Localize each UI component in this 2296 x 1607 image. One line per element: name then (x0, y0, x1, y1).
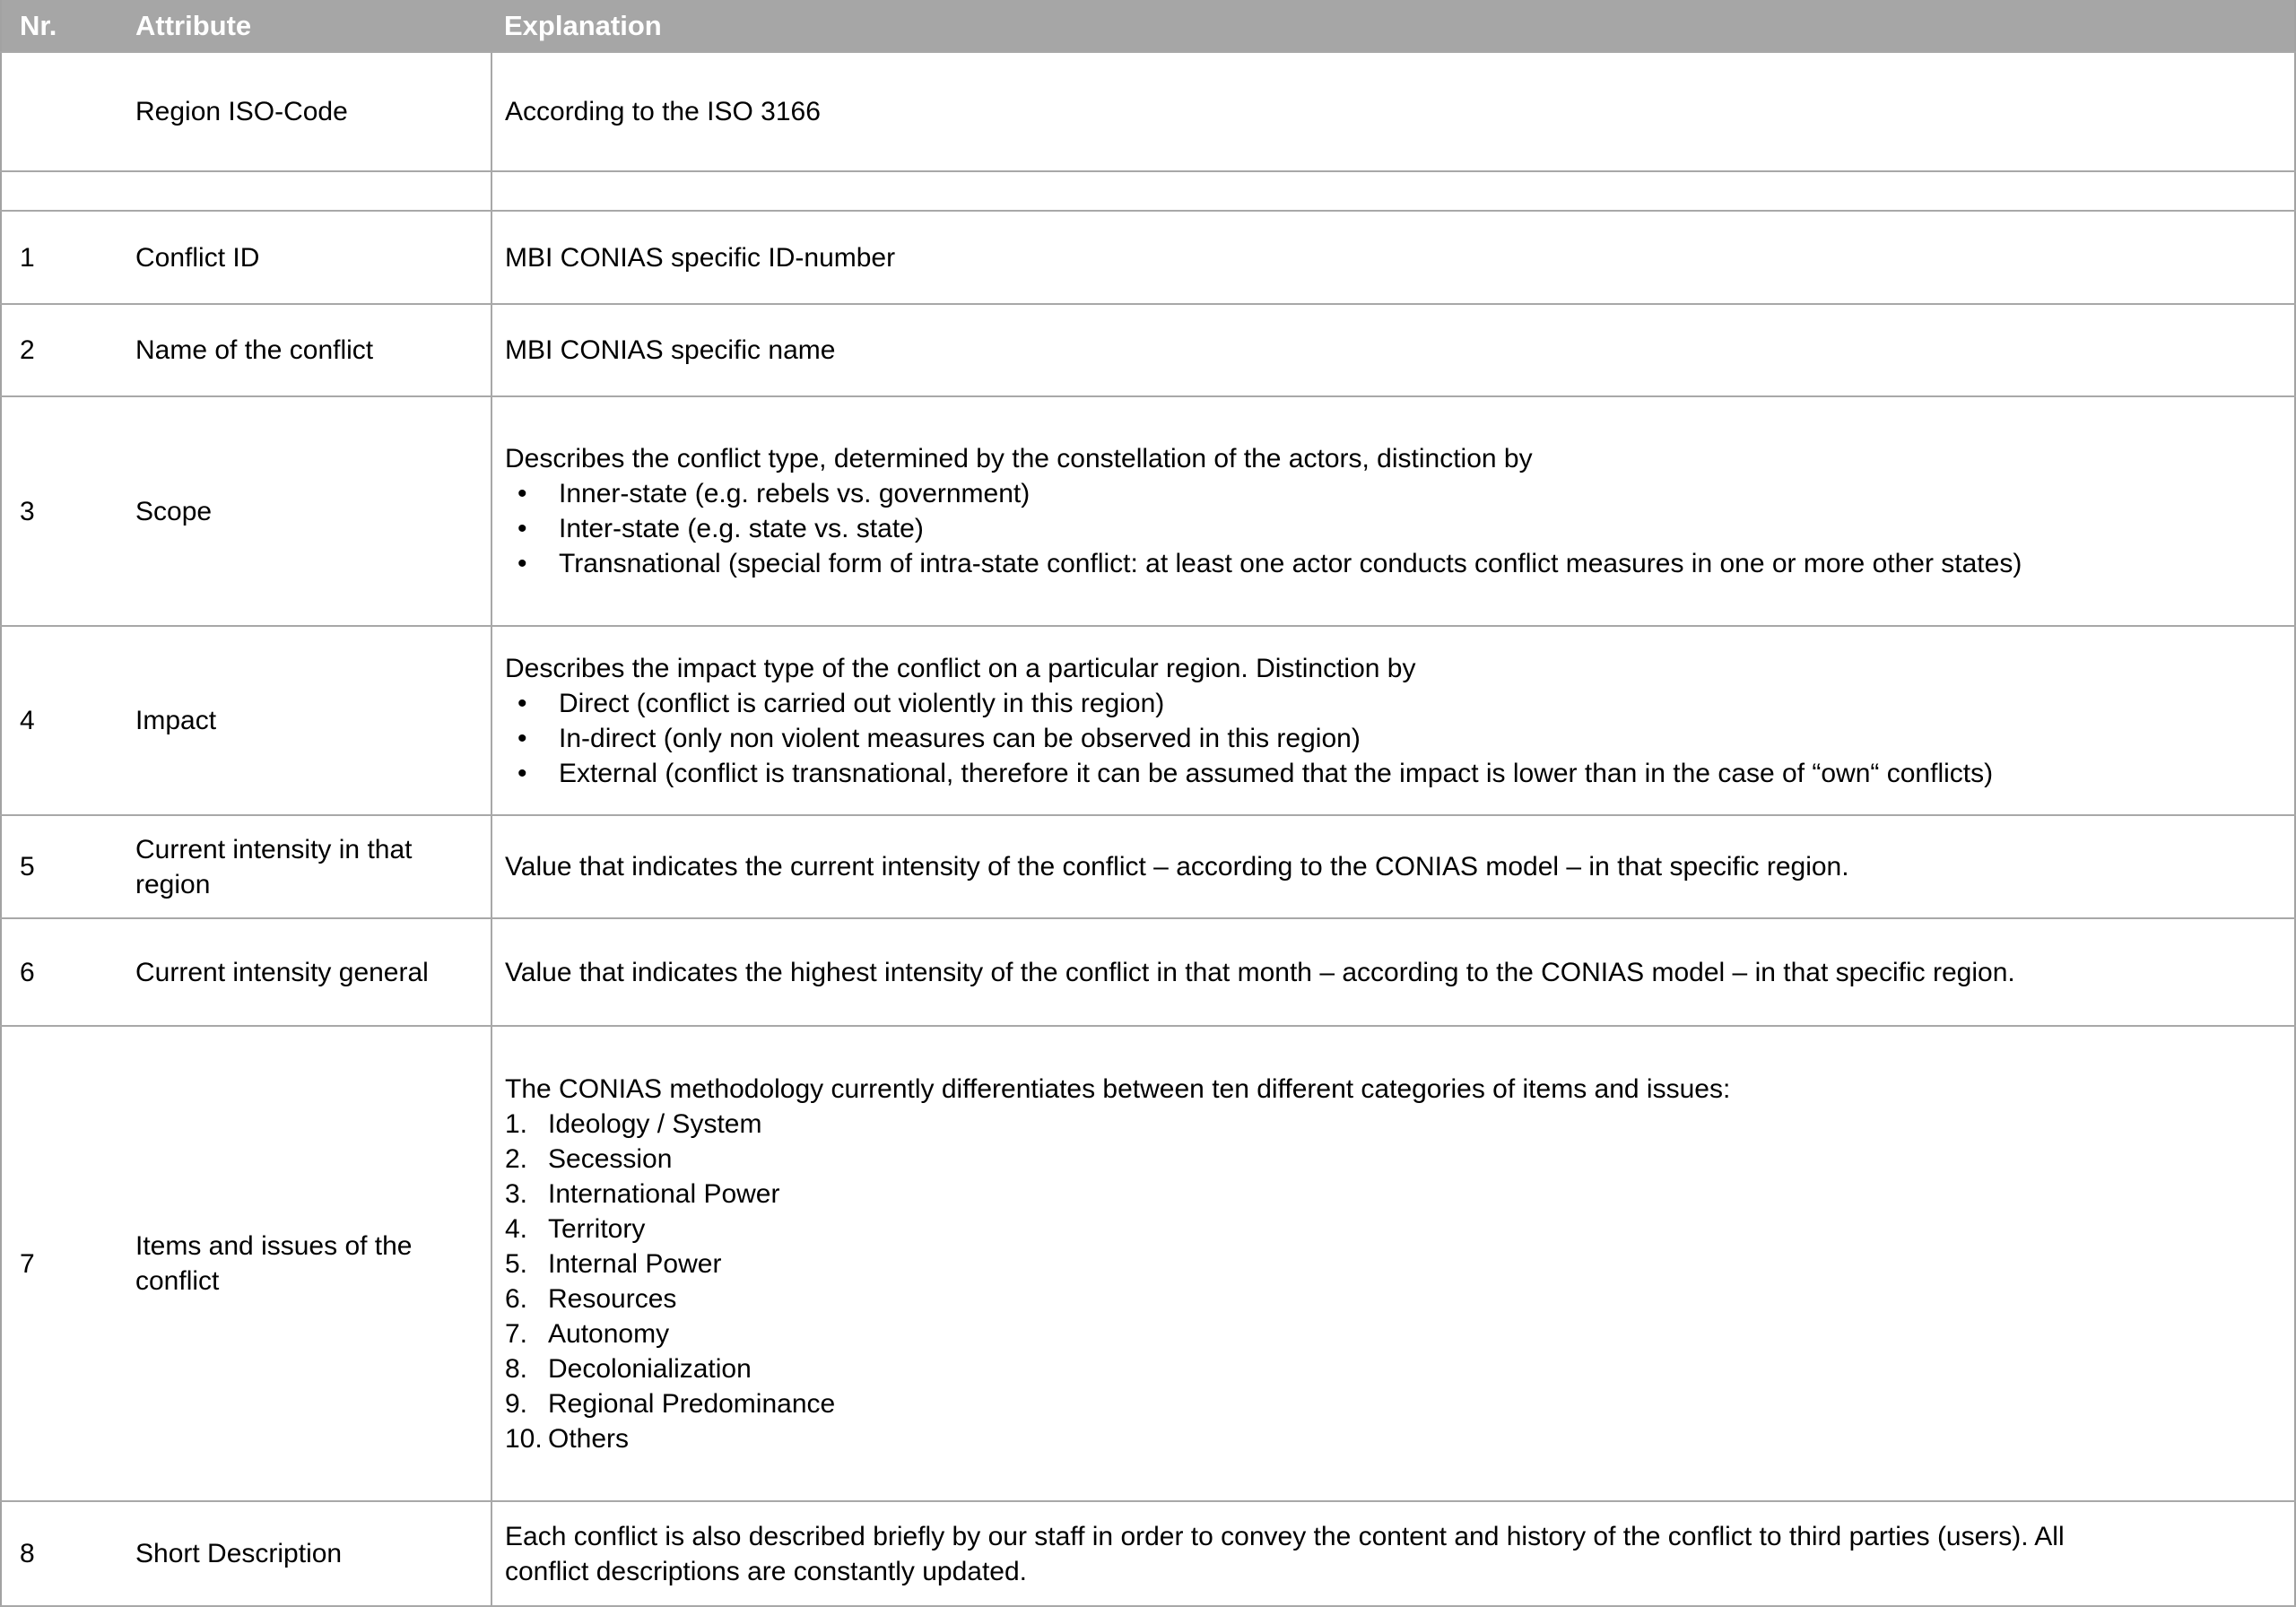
column-header-explanation: Explanation (491, 0, 2295, 52)
attribute-label: Short Description (135, 1539, 343, 1568)
list-item-text: Secession (548, 1143, 673, 1174)
explanation-text: Describes the conflict type, determined by the constellation of the actors, distinction by (505, 444, 1533, 473)
list-number: 2. (505, 1143, 528, 1174)
list-number: 10. (505, 1423, 543, 1454)
list-item (517, 756, 2276, 791)
explanation-text: Value that indicates the highest intensity of the conflict in that month – according to the CONIAS model – in that specific region. (505, 957, 2015, 987)
attribute-label: Impact (135, 706, 217, 735)
attribute-label: Current intensity general (135, 957, 429, 987)
table-row (1, 815, 2295, 918)
bullet-marker: • (517, 723, 527, 753)
list-item (505, 1316, 2276, 1351)
cell-explanation (491, 52, 2295, 171)
bullet-marker: • (517, 479, 527, 508)
cell-attribute (116, 1501, 491, 1606)
list-item (517, 721, 2276, 756)
cell-attribute (116, 815, 491, 918)
spacer-row (1, 171, 2295, 211)
cell-nr: 8 (1, 1501, 116, 1606)
bullet-marker: • (517, 688, 527, 718)
explanation-text: Each conflict is also described briefly by our staff in order to convey the content and history of the conflict to third parties (users). All conflict descriptions are constantly updated. (505, 1521, 2065, 1586)
list-item (505, 1177, 2276, 1212)
cell-explanation (491, 304, 2295, 396)
list-number: 6. (505, 1283, 528, 1314)
attribute-label: Region ISO-Code (135, 97, 348, 126)
list-item-text: External (conflict is transnational, therefore it can be assumed that the impact is lower than in the case of “own“ conflicts) (559, 758, 1994, 788)
table-row (1, 626, 2295, 815)
list-item-text: Direct (conflict is carried out violently in this region) (559, 688, 1165, 718)
cell-explanation (491, 1501, 2295, 1606)
attribute-label: Conflict ID (135, 242, 260, 273)
list-number: 4. (505, 1213, 528, 1244)
cell-attribute (116, 171, 491, 211)
list-item (505, 1281, 2276, 1316)
list-item (517, 476, 2276, 511)
list-item-text: Internal Power (548, 1248, 722, 1279)
explanation-text: Describes the impact type of the conflict on a particular region. Distinction by (505, 653, 1416, 683)
bullet-list (505, 476, 2276, 581)
list-item-text: Others (548, 1423, 630, 1454)
cell-explanation (491, 171, 2295, 211)
list-item-text: Autonomy (548, 1318, 670, 1349)
list-item (517, 686, 2276, 721)
table-row (1, 211, 2295, 304)
table-row (1, 918, 2295, 1026)
table-header-row (1, 0, 2295, 52)
list-number: 5. (505, 1248, 528, 1279)
cell-nr: 1 (1, 211, 116, 304)
list-item-text: International Power (548, 1178, 780, 1209)
cell-nr (1, 171, 116, 211)
cell-nr: 4 (1, 626, 116, 815)
attribute-label: Name of the conflict (135, 335, 374, 365)
list-item-text: In-direct (only non violent measures can be observed in this region) (559, 723, 1361, 753)
cell-attribute (116, 211, 491, 304)
list-item-text: Inner-state (e.g. rebels vs. government) (559, 479, 1031, 508)
cell-nr (1, 52, 116, 171)
cell-nr: 7 (1, 1026, 116, 1501)
list-item-text: Regional Predominance (548, 1388, 836, 1419)
cell-nr: 3 (1, 396, 116, 626)
list-number: 7. (505, 1318, 528, 1349)
bullet-marker: • (517, 549, 527, 578)
cell-explanation (491, 626, 2295, 815)
list-item-text: Decolonialization (548, 1353, 752, 1384)
list-item-text: Resources (548, 1283, 677, 1314)
list-number: 9. (505, 1388, 528, 1419)
list-item (517, 511, 2276, 546)
list-item (505, 1142, 2276, 1177)
attribute-label: Scope (135, 496, 213, 526)
column-header-attribute: Attribute (116, 0, 491, 52)
list-item-text: Inter-state (e.g. state vs. state) (559, 514, 924, 543)
list-item (505, 1351, 2276, 1386)
list-number: 8. (505, 1353, 528, 1384)
cell-explanation (491, 918, 2295, 1026)
explanation-text: MBI CONIAS specific ID-number (505, 242, 896, 273)
list-item (517, 546, 2276, 581)
attribute-label: Current intensity in that region (135, 834, 413, 899)
bullet-marker: • (517, 758, 527, 788)
list-item (505, 1107, 2276, 1142)
cell-explanation (491, 211, 2295, 304)
cell-nr: 2 (1, 304, 116, 396)
table-row (1, 304, 2295, 396)
table-row (1, 52, 2295, 171)
table-row (1, 1501, 2295, 1606)
table-row (1, 396, 2295, 626)
list-item (505, 1386, 2276, 1421)
cell-attribute (116, 918, 491, 1026)
explanation-text: The CONIAS methodology currently differentiates between ten different categories of items and issues: (505, 1073, 1731, 1104)
list-number: 3. (505, 1178, 528, 1209)
bullet-list (505, 686, 2276, 791)
table-row (1, 1026, 2295, 1501)
cell-nr: 5 (1, 815, 116, 918)
list-item (505, 1212, 2276, 1247)
bullet-marker: • (517, 514, 527, 543)
list-item-text: Territory (548, 1213, 646, 1244)
cell-explanation (491, 815, 2295, 918)
explanation-text: Value that indicates the current intensity of the conflict – according to the CONIAS model – in that specific region. (505, 852, 1849, 882)
cell-attribute (116, 52, 491, 171)
list-item-text: Ideology / System (548, 1108, 762, 1139)
cell-attribute (116, 304, 491, 396)
numbered-list (505, 1107, 2276, 1456)
column-header-nr: Nr. (1, 0, 116, 52)
cell-attribute (116, 626, 491, 815)
list-item-text: Transnational (special form of intra-state conflict: at least one actor conducts conflict measures in one or more other states) (559, 549, 2022, 578)
explanation-text: According to the ISO 3166 (505, 97, 821, 126)
list-item (505, 1247, 2276, 1281)
cell-attribute (116, 396, 491, 626)
cell-attribute (116, 1026, 491, 1501)
cell-nr: 6 (1, 918, 116, 1026)
list-number: 1. (505, 1108, 528, 1139)
cell-explanation (491, 396, 2295, 626)
attribute-label: Items and issues of the conflict (135, 1231, 413, 1296)
list-item (505, 1421, 2276, 1456)
explanation-text: MBI CONIAS specific name (505, 335, 836, 365)
cell-explanation (491, 1026, 2295, 1501)
